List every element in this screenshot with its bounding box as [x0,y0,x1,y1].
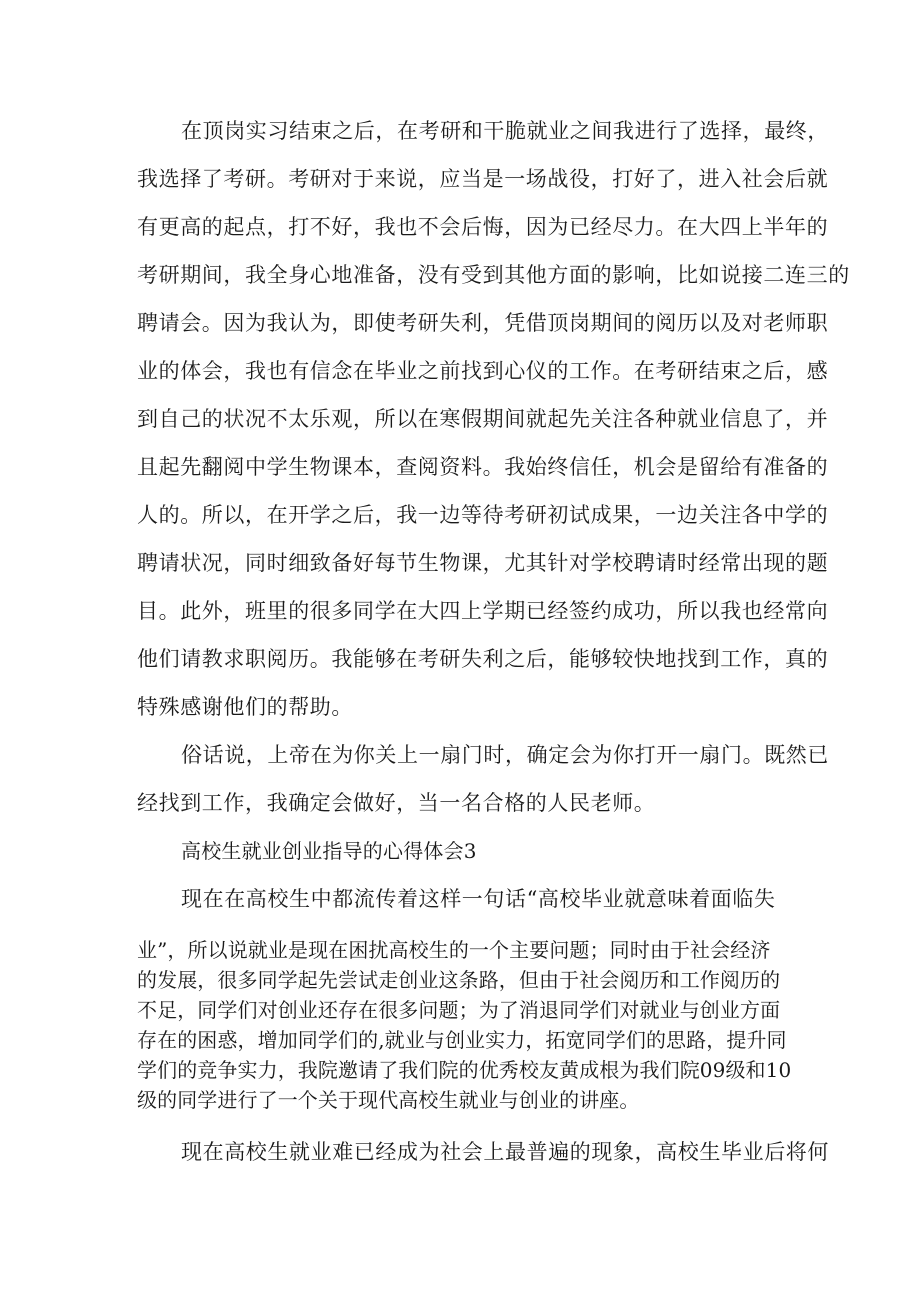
paragraph-1-line-10: 聘请状况，同时细致备好每节生物课，尤其针对学校聘请时经常出现的题 [137,551,829,575]
paragraph-3-line-5: 存在的困惑，增加同学们的,就业与创业实力，拓宽同学们的思路，提升同 [137,1028,787,1052]
paragraph-1-line-4: 考研期间，我全身心地准备，没有受到其他方面的影响，比如说接二连三的 [137,263,850,287]
paragraph-3-line-6: 学们的竞争实力，我院邀请了我们院的优秀校友黄成根为我们院09级和10 [137,1058,792,1082]
paragraph-1-line-13: 特殊感谢他们的帮助。 [137,695,353,719]
paragraph-1-line-1: 在顶岗实习结束之后，在考研和干脆就业之间我进行了选择，最终， [181,119,829,143]
paragraph-1-line-8: 且起先翻阅中学生物课本，查阅资料。我始终信任，机会是留给有准备的 [137,455,829,479]
paragraph-3-line-2: 业”，所以说就业是现在困扰高校生的一个主要问题；同时由于社会经济 [137,938,771,962]
paragraph-2-line-1: 俗话说，上帝在为你关上一扇门时，确定会为你打开一扇门。既然已 [181,743,829,767]
paragraph-1-line-3: 有更高的起点，打不好，我也不会后悔，因为已经尽力。在大四上半年的 [137,215,829,239]
paragraph-1-line-5: 聘请会。因为我认为，即使考研失利，凭借顶岗期间的阅历以及对老师职 [137,311,829,335]
section-heading: 高校生就业创业指导的心得体会3 [181,839,477,863]
paragraph-1-line-2: 我选择了考研。考研对于来说，应当是一场战役，打好了，进入社会后就 [137,167,829,191]
paragraph-1-line-12: 他们请教求职阅历。我能够在考研失利之后，能够较快地找到工作，真的 [137,647,829,671]
paragraph-3-line-4: 不足，同学们对创业还存在很多问题；为了消退同学们对就业与创业方面 [137,998,781,1022]
paragraph-1-line-9: 人的。所以，在开学之后，我一边等待考研初试成果，一边关注各中学的 [137,503,829,527]
paragraph-3-line-1: 现在在高校生中都流传着这样一句话“高校毕业就意味着面临失 [181,887,776,911]
paragraph-4-line-1: 现在高校生就业难已经成为社会上最普遍的现象，高校生毕业后将何 [181,1140,829,1164]
paragraph-2-line-2: 经找到工作，我确定会做好，当一名合格的人民老师。 [137,791,656,815]
paragraph-1-line-7: 到自己的状况不太乐观，所以在寒假期间就起先关注各种就业信息了，并 [137,407,829,431]
paragraph-1-line-6: 业的体会，我也有信念在毕业之前找到心仪的工作。在考研结束之后，感 [137,359,829,383]
paragraph-1-line-11: 目。此外，班里的很多同学在大四上学期已经签约成功，所以我也经常向 [137,599,829,623]
paragraph-3-line-3: 的发展，很多同学起先尝试走创业这条路，但由于社会阅历和工作阅历的 [137,968,781,992]
paragraph-3-line-7: 级的同学进行了一个关于现代高校生就业与创业的讲座。 [137,1088,640,1112]
